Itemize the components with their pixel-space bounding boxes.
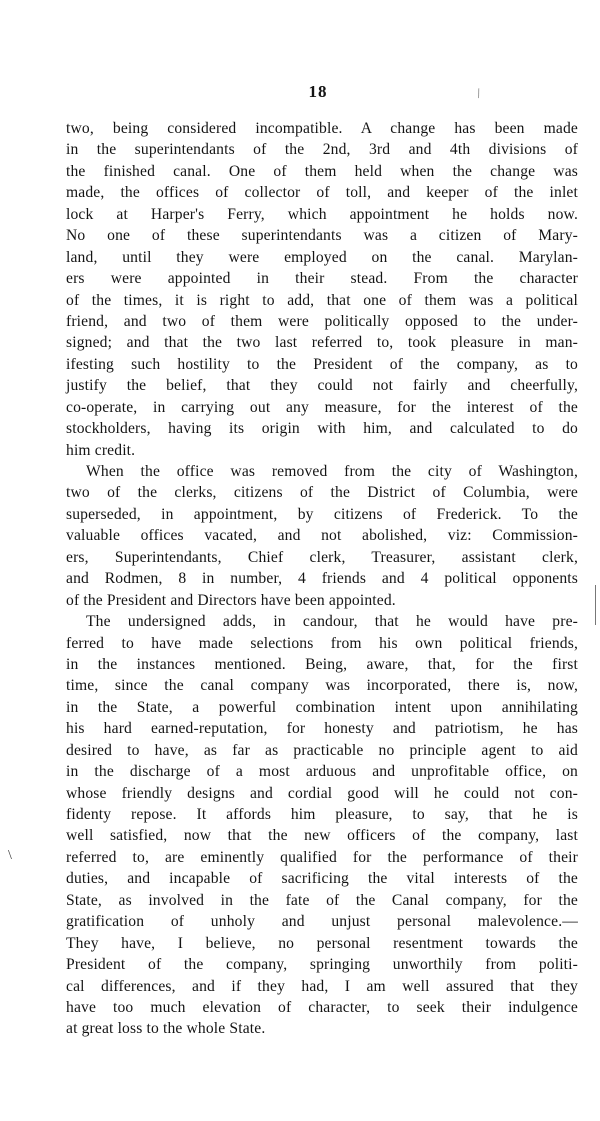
page-number: 18	[308, 82, 328, 101]
body-text	[66, 118, 578, 1040]
text-line: at great loss to the whole State.	[66, 1020, 266, 1038]
text-line: When the office was removed from the city of Washington,	[86, 463, 578, 480]
text-line: No one of these superintendants was a citizen of Mary-	[66, 227, 578, 245]
text-line: two, being considered incompatible. A change has been made	[66, 120, 578, 137]
text-line: two of the clerks, citizens of the District of Columbia, were	[66, 484, 578, 502]
text-line: whose friendly designs and cordial good will he could not con-	[66, 784, 578, 802]
text-line: State, as involved in the fate of the Canal company, for the	[66, 891, 578, 909]
text-line: duties, and incapable of sacrificing the vital interests of the	[66, 870, 578, 888]
text-line: ferred to have made selections from his own political friends,	[66, 634, 578, 652]
text-line: him credit.	[66, 441, 136, 459]
margin-stroke-mark: \	[8, 848, 12, 863]
text-line: in the State, a powerful combination intent upon annihilating	[66, 698, 578, 716]
text-line: justify the belief, that they could not fairly and cheerfully,	[66, 377, 578, 395]
text-line: desired to have, as far as practicable no principle agent to aid	[66, 741, 578, 759]
text-line: ers, Superintendants, Chief clerk, Treasurer, assistant clerk,	[66, 548, 578, 566]
text-line: valuable offices vacated, and not abolished, viz: Commission-	[66, 527, 578, 545]
text-line: cal differences, and if they had, I am well assured that they	[66, 977, 578, 995]
text-line: and Rodmen, 8 in number, 4 friends and 4 political opponents	[66, 570, 578, 588]
text-line: referred to, are eminently qualified for the performance of their	[66, 848, 578, 866]
text-line: They have, I believe, no personal resentment towards the	[66, 934, 578, 952]
text-line: gratification of unholy and unjust personal malevolence.—	[66, 913, 578, 931]
text-line: land, until they were employed on the canal. Marylan-	[66, 248, 578, 266]
text-line: The undersigned adds, in candour, that he would have pre-	[86, 613, 578, 631]
text-line: in the superintendants of the 2nd, 3rd and 4th divisions of	[66, 141, 578, 159]
text-line: friend, and two of them were politically opposed to the under-	[66, 312, 578, 330]
text-line: the finished canal. One of them held when the change was	[66, 162, 578, 180]
text-line: superseded, in appointment, by citizens of Frederick. To the	[66, 505, 578, 523]
text-line: signed; and that the two last referred to, took pleasure in man-	[66, 334, 578, 352]
text-line: made, the offices of collector of toll, and keeper of the inlet	[66, 184, 578, 202]
text-line: ers were appointed in their stead. From the character	[66, 270, 578, 288]
text-line: well satisfied, now that the new officers of the company, last	[66, 827, 578, 845]
text-line: fidenty repose. It affords him pleasure, to say, that he is	[66, 806, 578, 823]
text-line: lock at Harper's Ferry, which appointment he holds now.	[66, 205, 578, 223]
text-line: time, since the canal company was incorporated, there is, now,	[66, 677, 578, 695]
text-line: of the times, it is right to add, that one of them was a political	[66, 291, 578, 309]
text-line: his hard earned-reputation, for honesty and patriotism, he has	[66, 720, 578, 738]
text-line: co-operate, in carrying out any measure, for the interest of the	[66, 398, 578, 416]
text-line: of the President and Directors have been appointed.	[66, 591, 396, 609]
page-edge-shadow	[595, 585, 600, 625]
text-line: stockholders, having its origin with him, and calculated to do	[66, 420, 578, 438]
text-line: ifesting such hostility to the President of the company, as to	[66, 355, 578, 373]
text-line: in the discharge of a most arduous and unprofitable office, on	[66, 763, 578, 781]
text-line: have too much elevation of character, to seek their indulgence	[66, 998, 578, 1016]
text-line: President of the company, springing unworthily from politi-	[66, 956, 578, 974]
margin-tick-mark: ⁄	[473, 86, 484, 100]
text-line: in the instances mentioned. Being, aware, that, for the first	[66, 655, 578, 673]
